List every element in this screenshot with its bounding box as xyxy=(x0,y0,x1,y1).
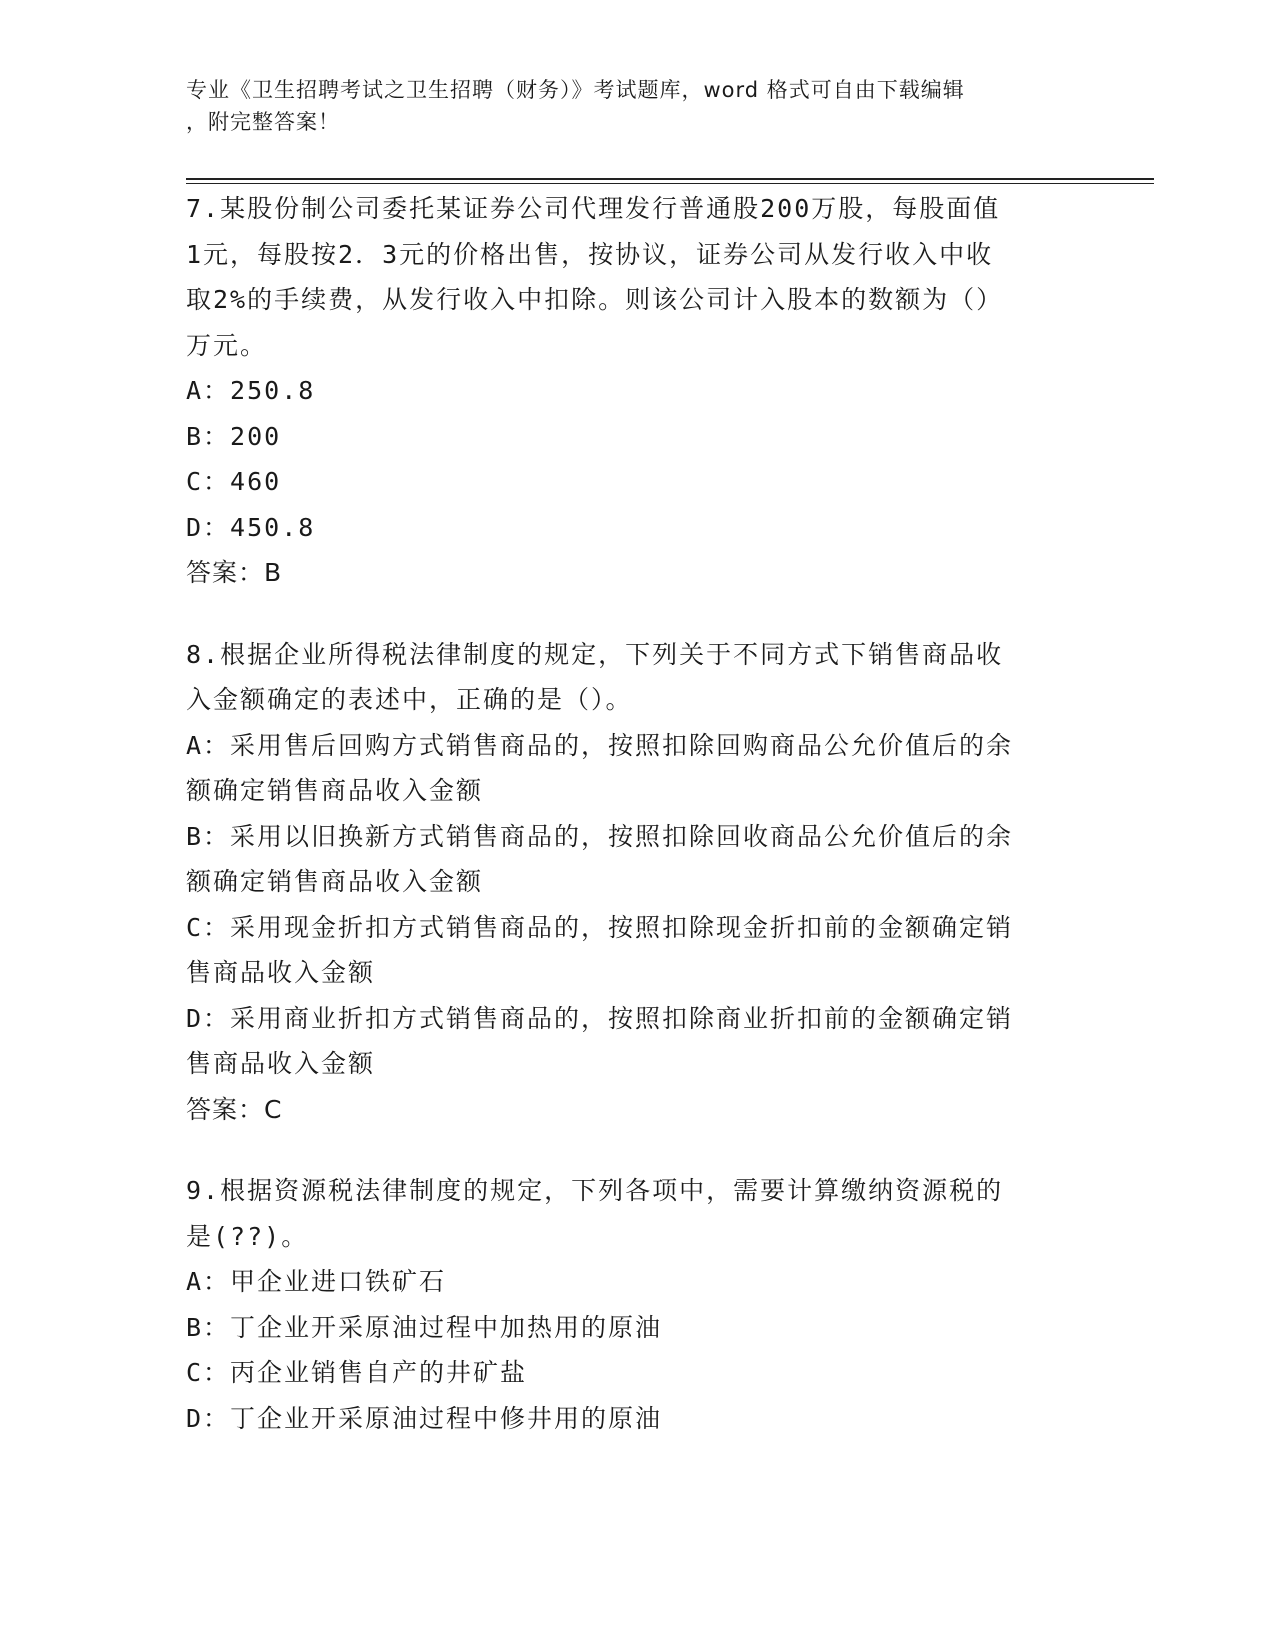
question-list xyxy=(186,186,1076,1477)
header-rule-thin xyxy=(186,183,1154,184)
question-9 xyxy=(186,1168,1076,1441)
question-stem-line: 7.某股份制公司委托某证券公司代理发行普通股200万股，每股面值 xyxy=(186,194,1001,223)
question-8 xyxy=(186,632,1076,1133)
question-stem-line: 万元。 xyxy=(186,330,268,360)
option-a: A：采用售后回购方式销售商品的，按照扣除回购商品公允价值后的余 xyxy=(186,730,1014,760)
header-line-1: 专业《卫生招聘考试之卫生招聘（财务）》考试题库，word 格式可自由下载编辑 xyxy=(186,78,965,102)
option-d-cont: 售商品收入金额 xyxy=(186,1049,376,1078)
question-stem-line: 1元，每股按2．3元的价格出售，按协议，证券公司从发行收入中收 xyxy=(186,239,994,269)
option-d: D：丁企业开采原油过程中修井用的原油 xyxy=(186,1403,663,1433)
option-a: A：250.8 xyxy=(186,376,316,405)
option-a: A：甲企业进口铁矿石 xyxy=(186,1267,447,1296)
header-rule-thick xyxy=(186,178,1154,180)
header-line-2: ，附完整答案！ xyxy=(186,110,340,134)
option-c: C：采用现金折扣方式销售商品的，按照扣除现金折扣前的金额确定销 xyxy=(186,912,1014,942)
answer-label: 答案：B xyxy=(186,558,283,587)
question-stem-line: 是(??)。 xyxy=(186,1221,309,1251)
option-d: D：450.8 xyxy=(186,512,316,542)
question-stem-line: 取2%的手续费，从发行收入中扣除。则该公司计入股本的数额为（） xyxy=(186,285,1004,314)
option-b: B：200 xyxy=(186,421,282,451)
question-7 xyxy=(186,186,1076,596)
question-stem-line: 入金额确定的表述中，正确的是（）。 xyxy=(186,685,633,714)
option-c: C：丙企业销售自产的井矿盐 xyxy=(186,1358,528,1387)
question-stem-line: 9.根据资源税法律制度的规定，下列各项中，需要计算缴纳资源税的 xyxy=(186,1176,1004,1205)
option-b: B：丁企业开采原油过程中加热用的原油 xyxy=(186,1312,663,1342)
option-b-cont: 额确定销售商品收入金额 xyxy=(186,867,484,896)
option-c-cont: 售商品收入金额 xyxy=(186,958,376,987)
question-stem-line: 8.根据企业所得税法律制度的规定，下列关于不同方式下销售商品收 xyxy=(186,639,1004,669)
document-header xyxy=(186,74,1066,138)
option-a-cont: 额确定销售商品收入金额 xyxy=(186,776,484,805)
answer-label: 答案：C xyxy=(186,1094,283,1124)
option-b: B：采用以旧换新方式销售商品的，按照扣除回收商品公允价值后的余 xyxy=(186,821,1014,851)
option-c: C：460 xyxy=(186,467,282,496)
option-d: D：采用商业折扣方式销售商品的，按照扣除商业折扣前的金额确定销 xyxy=(186,1003,1014,1033)
